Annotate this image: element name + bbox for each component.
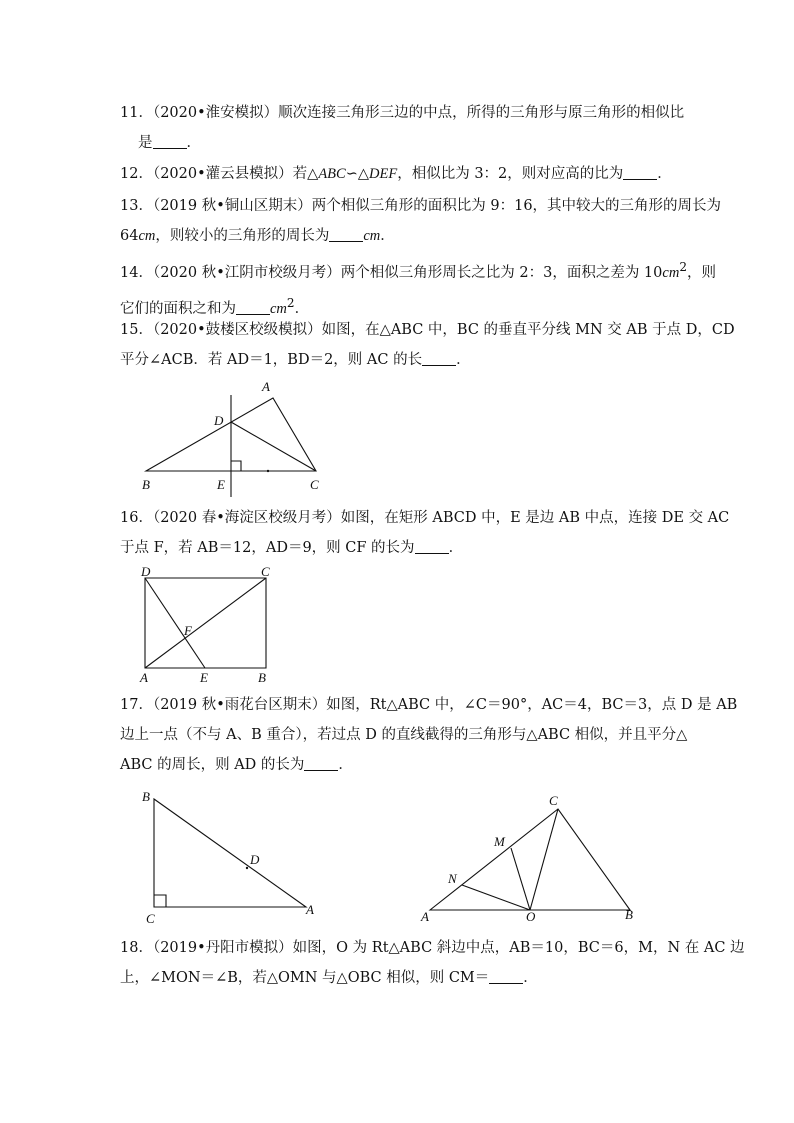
label-d: D bbox=[214, 413, 224, 428]
segment-de bbox=[145, 578, 205, 668]
label-n: N bbox=[448, 871, 457, 886]
label-a: A bbox=[140, 670, 148, 685]
diagonal-ac bbox=[145, 578, 266, 668]
right-triangle-abc bbox=[430, 809, 630, 910]
right-triangle-abc bbox=[154, 799, 306, 907]
figure-18 bbox=[420, 790, 650, 930]
question-17: 17．（2019 秋•雨花台区期末）如图，Rt△ABC 中，∠C＝90°，AC＝4，BC＝3，点 D 是 AB 边上一点（不与 A、B 重合），若过点 D 的直线截得的三角形与△ABC 相似，并且平分△ ABC 的周长，则 AD 的长为 ． bbox=[120, 697, 738, 773]
label-a: A bbox=[306, 902, 314, 917]
figure-15 bbox=[130, 375, 330, 500]
label-b: B bbox=[625, 907, 633, 922]
label-b: B bbox=[142, 477, 150, 492]
answer-blank[interactable] bbox=[329, 227, 363, 242]
label-c: C bbox=[310, 477, 319, 492]
segment-oc bbox=[530, 809, 558, 910]
segment-om bbox=[511, 848, 530, 910]
label-o: O bbox=[526, 909, 536, 924]
right-angle-mark bbox=[231, 461, 241, 471]
segment-on bbox=[462, 885, 530, 910]
label-d: D bbox=[141, 564, 151, 579]
answer-blank[interactable] bbox=[304, 756, 338, 771]
question-16: 16．（2020 春•海淀区校级月考）如图，在矩形 ABCD 中，E 是边 AB 中点，连接 DE 交 AC 于点 F，若 AB＝12，AD＝9，则 CF 的长为 ． bbox=[120, 510, 730, 556]
point-d bbox=[246, 867, 248, 869]
question-15: 15．（2020•鼓楼区校级模拟）如图，在△ABC 中，BC 的垂直平分线 MN 交 AB 于点 D，CD 平分∠ACB．若 AD＝1，BD＝2，则 AC 的长 ． bbox=[120, 322, 735, 368]
answer-blank[interactable] bbox=[153, 134, 187, 149]
answer-blank[interactable] bbox=[236, 300, 270, 315]
question-13: 13．（2019 秋•铜山区期末）两个相似三角形的面积比为 9：16，其中较大的三角形的周长为 64cm，则较小的三角形的周长为 cm． bbox=[120, 198, 722, 244]
label-c: C bbox=[146, 911, 155, 926]
label-m: M bbox=[494, 834, 505, 849]
label-b: B bbox=[258, 670, 266, 685]
label-e: E bbox=[200, 670, 208, 685]
label-b: B bbox=[142, 789, 150, 804]
figure-17 bbox=[140, 785, 330, 925]
question-18: 18．（2019•丹阳市模拟）如图，O 为 Rt△ABC 斜边中点，AB＝10，BC＝6，M，N 在 AC 边 上，∠MON＝∠B，若△OMN 与△OBC 相似，则 CM＝ ． bbox=[120, 940, 745, 986]
figure-16 bbox=[130, 562, 290, 687]
label-e: E bbox=[217, 477, 225, 492]
segment-cd bbox=[231, 422, 316, 471]
question-14: 14．（2020 秋•江阴市校级月考）两个相似三角形周长之比为 2：3，面积之差为 $10cm^2$，则 它们的面积之和为 $cm^2$． bbox=[120, 260, 716, 317]
label-c: C bbox=[261, 564, 270, 579]
answer-blank[interactable] bbox=[415, 539, 449, 554]
label-f: F bbox=[184, 623, 192, 638]
label-c: C bbox=[549, 793, 558, 808]
answer-blank[interactable] bbox=[489, 969, 523, 984]
midpoint-dot bbox=[267, 470, 269, 472]
label-a: A bbox=[262, 379, 270, 394]
right-angle-mark bbox=[154, 895, 166, 907]
label-a: A bbox=[421, 909, 429, 924]
answer-blank[interactable] bbox=[422, 351, 456, 366]
answer-blank[interactable] bbox=[623, 165, 657, 180]
question-12: 12．（2020•灌云县模拟）若△ABC∽△DEF，相似比为 3：2，则对应高的比为 ． bbox=[120, 166, 672, 182]
label-d: D bbox=[250, 852, 260, 867]
question-11: 11．（2020•淮安模拟）顺次连接三角形三边的中点，所得的三角形与原三角形的相似比 是 ． bbox=[120, 105, 685, 151]
